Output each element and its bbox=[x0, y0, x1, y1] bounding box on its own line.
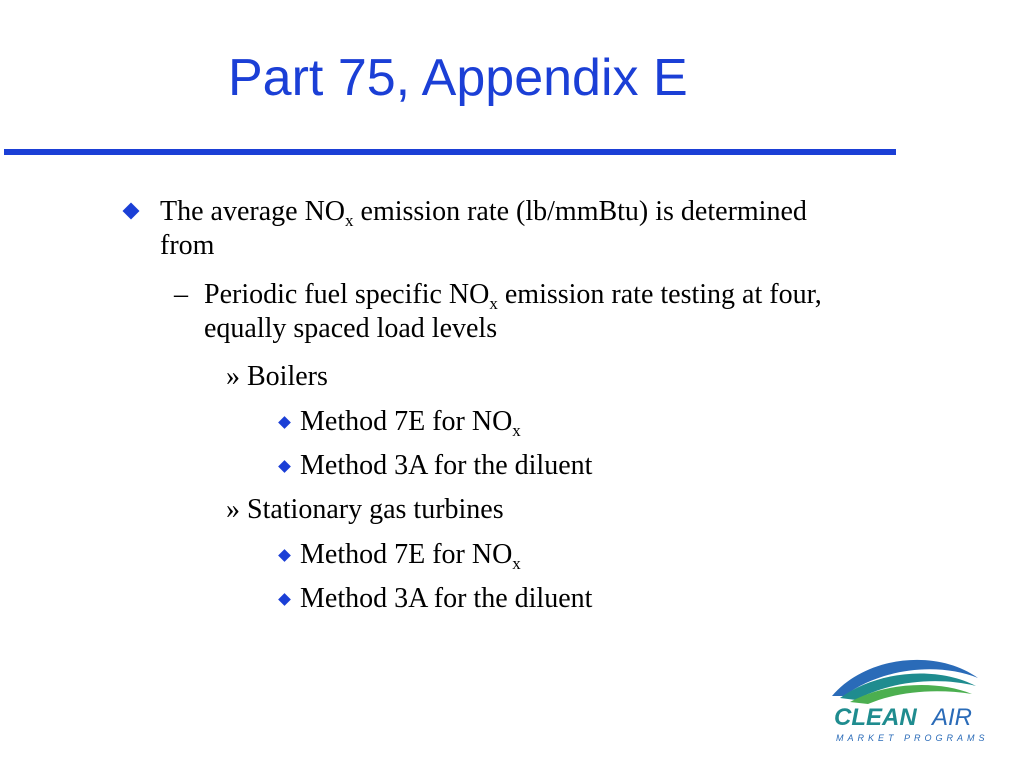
dash-line bbox=[204, 278, 822, 312]
bullet-text: The average NO bbox=[160, 196, 346, 227]
list-item: Method 3A for the diluent bbox=[300, 450, 593, 481]
dash-line: equally spaced load levels bbox=[204, 313, 498, 344]
diamond-bullet-icon bbox=[278, 416, 291, 429]
sub-heading-boilers: » Boilers bbox=[226, 361, 328, 392]
list-item bbox=[300, 538, 521, 572]
bullet-text: emission rate (lb/mmBtu) is determined bbox=[353, 196, 807, 227]
diamond-bullet-icon bbox=[278, 549, 291, 562]
list-item: Method 3A for the diluent bbox=[300, 583, 593, 614]
bullet-line: from bbox=[160, 230, 215, 261]
clean-air-logo bbox=[826, 652, 986, 752]
logo-wordmark-clean: CLEAN bbox=[834, 704, 917, 731]
diamond-bullet-icon bbox=[278, 593, 291, 606]
logo-wordmark-air: AIR bbox=[932, 704, 973, 731]
subscript: x bbox=[512, 421, 521, 440]
sub-heading-turbines: » Stationary gas turbines bbox=[226, 494, 504, 525]
diamond-bullet-icon bbox=[278, 460, 291, 473]
dash-text: Periodic fuel specific NO bbox=[204, 279, 490, 310]
title-divider bbox=[4, 149, 896, 155]
subscript: x bbox=[512, 554, 521, 573]
subscript: x bbox=[345, 211, 354, 230]
subscript: x bbox=[489, 294, 498, 313]
bullet-line bbox=[160, 195, 807, 229]
logo-tagline: MARKET PROGRAMS bbox=[836, 733, 986, 743]
swoosh-icon bbox=[826, 652, 986, 752]
dash-marker: – bbox=[174, 279, 188, 310]
list-item bbox=[300, 405, 521, 439]
list-item-text: Method 7E for NO bbox=[300, 406, 513, 437]
list-item-text: Method 7E for NO bbox=[300, 539, 513, 570]
slide-title: Part 75, Appendix E bbox=[228, 49, 688, 107]
dash-text: emission rate testing at four, bbox=[497, 279, 822, 310]
diamond-bullet-icon bbox=[123, 203, 140, 220]
